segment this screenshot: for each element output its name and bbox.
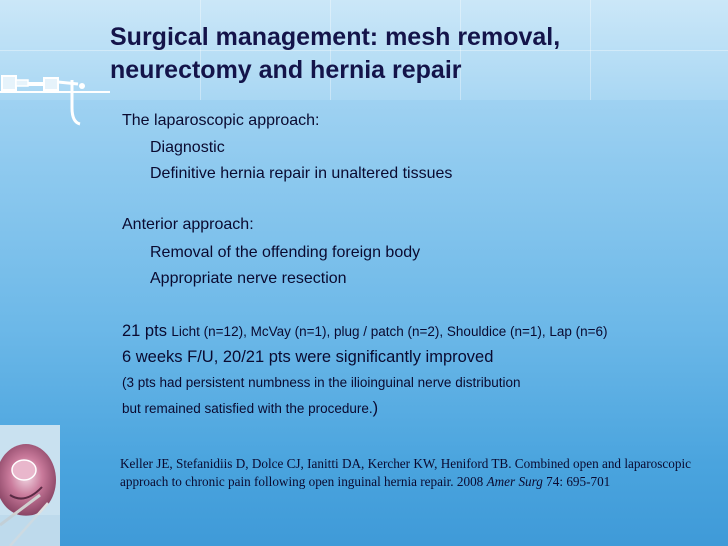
laparoscopic-item-diagnostic: Diagnostic	[150, 139, 225, 156]
laparoscope-icon	[0, 20, 110, 130]
title-line-2: neurectomy and hernia repair	[110, 56, 462, 84]
results-note-text: but remained satisfied with the procedure.	[122, 401, 373, 416]
reference-pages: 74: 695-701	[546, 474, 611, 489]
laparoscopic-heading: The laparoscopic approach:	[122, 112, 320, 129]
results-note-close: )	[372, 399, 379, 417]
reference-journal: Amer Surg	[486, 474, 543, 489]
laparoscopic-item-repair: Definitive hernia repair in unaltered tissues	[150, 165, 453, 182]
title-line-1: Surgical management: mesh removal,	[110, 23, 561, 51]
anterior-item-resection: Appropriate nerve resection	[150, 270, 347, 287]
slide-title	[110, 21, 710, 87]
surgical-image	[0, 425, 60, 546]
results-note-line-2	[122, 399, 378, 418]
reference-text: Keller JE, Stefanidiis D, Dolce CJ, Ianitti DA, Kercher KW, Heniford TB. Combined open and laparoscopic approach to chronic pain following open inguinal hernia repair. 2008	[120, 456, 691, 489]
results-pts-breakdown: Licht (n=12), McVay (n=1), plug / patch (n=2), Shouldice (n=1), Lap (n=6)	[171, 324, 608, 339]
anterior-item-removal: Removal of the offending foreign body	[150, 244, 421, 261]
results-pts-count: 21 pts	[122, 322, 167, 340]
results-pts-line	[122, 322, 608, 341]
results-note-line-1: (3 pts had persistent numbness in the ilioinguinal nerve distribution	[122, 375, 521, 390]
reference-citation	[120, 455, 695, 491]
anterior-heading: Anterior approach:	[122, 216, 254, 233]
results-followup: 6 weeks F/U, 20/21 pts were significantly improved	[122, 348, 494, 366]
